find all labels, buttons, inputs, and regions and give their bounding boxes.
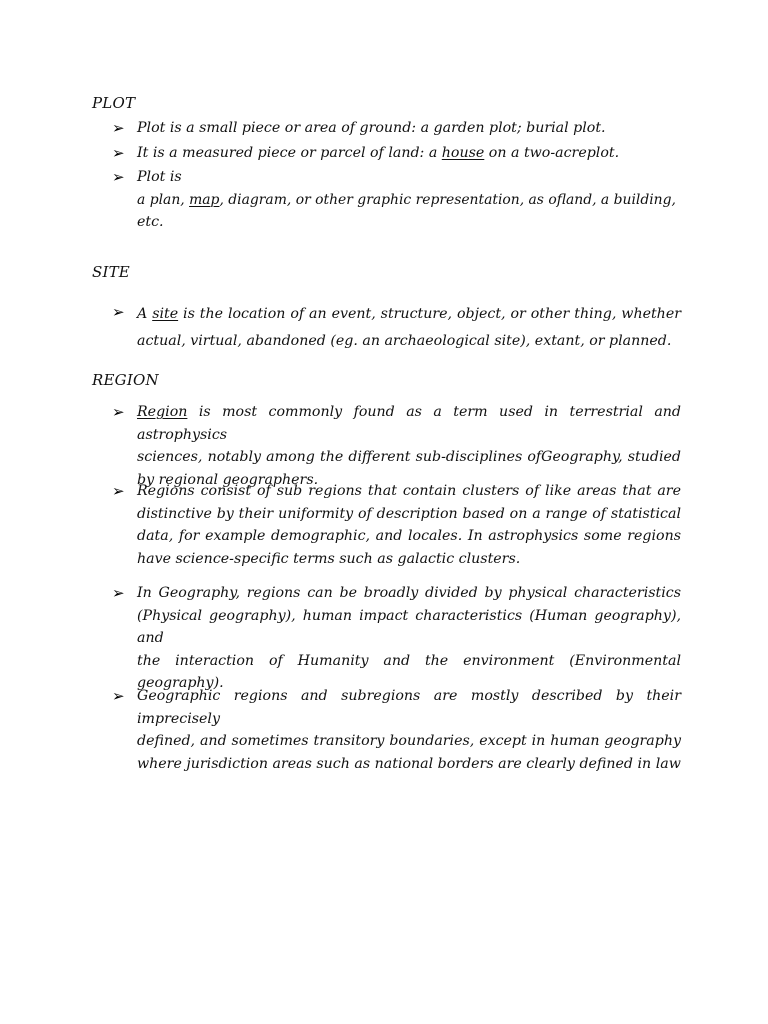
text-line: Regions consist of sub regions that contain clusters of like areas that are	[137, 483, 681, 499]
text-line: data, for example demographic, and locales. In astrophysics some regions	[137, 528, 681, 544]
text-line: the interaction of Humanity and the environment (Environmental	[137, 652, 681, 669]
text-line: etc.	[137, 214, 164, 230]
text-line: (Physical geography), human impact characteristics (Human geography), and	[137, 607, 681, 646]
text-line: where jurisdiction areas such as national borders are clearly defined in law	[137, 755, 681, 772]
text-line: distinctive by their uniformity of description based on a range of statistical	[137, 505, 681, 522]
text-line: have science-specific terms such as galactic clusters.	[137, 550, 521, 567]
arrow-bullet-icon: ➢	[112, 144, 125, 162]
text-run: a plan,	[137, 191, 190, 208]
text-run: A	[137, 306, 153, 322]
text-line	[137, 401, 681, 446]
plot-item-1-text: Plot is a small piece or area of ground: a garden plot; burial plot.	[137, 120, 606, 136]
plot-item-2	[137, 142, 681, 165]
text-line: geography).	[137, 675, 224, 691]
text-run: on a two-acreplot.	[484, 145, 620, 161]
region-item-1	[137, 401, 681, 491]
arrow-bullet-icon: ➢	[112, 584, 125, 602]
text-line: actual, virtual, abandoned (eg. an archaeological site), extant, or planned.	[137, 333, 672, 349]
arrow-bullet-icon: ➢	[112, 687, 125, 705]
text-line: by regional geographers.	[137, 471, 319, 488]
text-run: It is a measured piece or parcel of land: a	[137, 145, 442, 161]
region-item-2	[137, 480, 681, 570]
link-house[interactable]: house	[441, 145, 485, 161]
arrow-bullet-icon: ➢	[112, 403, 125, 421]
text-line: sciences, notably among the different sub-disciplines ofGeography, studied	[137, 449, 681, 465]
text-line: In Geography, regions can be broadly divided by physical characteristics	[137, 585, 681, 601]
heading-site: SITE	[92, 263, 130, 281]
text-run: is the location of an event, structure, object, or other thing, whether	[178, 306, 681, 322]
region-item-3	[137, 582, 681, 695]
plot-item-3	[137, 166, 681, 234]
link-site[interactable]: site	[152, 306, 179, 322]
text-run: , diagram, or other graphic representation, as ofland, a building,	[219, 191, 676, 208]
text-run: is most commonly found as a term used in terrestrial and astrophysics	[137, 404, 681, 443]
text-line: Geographic regions and subregions are mostly described by their imprecisely	[137, 688, 681, 727]
arrow-bullet-icon: ➢	[112, 168, 125, 186]
link-map[interactable]: map	[189, 191, 220, 208]
plot-item-1	[137, 117, 681, 140]
plot-item-2-text	[137, 142, 681, 165]
text-line: Plot is	[137, 169, 182, 185]
heading-region: REGION	[92, 371, 159, 389]
arrow-bullet-icon: ➢	[112, 482, 125, 500]
site-item-1	[137, 301, 681, 355]
link-region[interactable]: Region	[137, 404, 188, 420]
arrow-bullet-icon: ➢	[112, 303, 125, 321]
arrow-bullet-icon: ➢	[112, 119, 125, 137]
region-item-4	[137, 685, 681, 775]
text-line: defined, and sometimes transitory boundaries, except in human geography	[137, 733, 681, 749]
text-line	[137, 189, 681, 212]
text-line	[137, 301, 681, 328]
heading-plot: PLOT	[92, 94, 136, 112]
